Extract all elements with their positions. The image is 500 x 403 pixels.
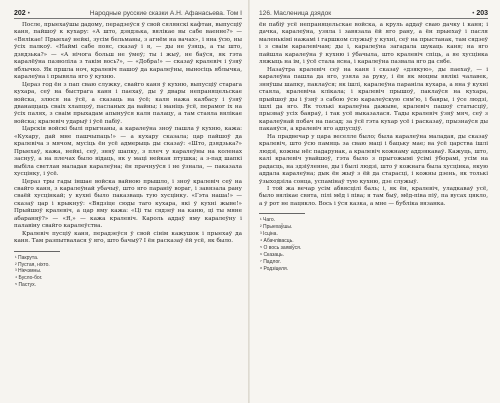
footnote-divider [14, 251, 60, 252]
right-text-body [259, 22, 488, 208]
paragraph: І той жа вечар усім абвясцілі баль; і, як ён, кралевіч, уладкаваў усё, было вялікае свята, пілі мёд і піва; я там быў, мёд-піва піў, па вусах цякло, а ў рот не пацякло. Вось і ўся казка, а мне — бубліка вязанка. [259, 185, 488, 207]
footnote: ⁴ Бусло-бог. [15, 275, 43, 282]
left-page-number: 202 [14, 10, 26, 17]
bullet-icon: • [472, 11, 475, 17]
left-footnotes [14, 255, 242, 290]
paragraph: Цераз год ён з пап сваю служку, свайго каня ў кухню, выпусціў старага кухара, сеў на быстрага каня і паехаў, ды ў двары непраняцельскае войска, злюся на ўсё, а сказаць на ўсё; каля нажа калбасу і ўзяў дванаццаць сваіх хлапцоў, пасланых да вайны; і маніць ўсё, перамог іх на ўсіх палях, з сваім прыхадам апынуўся каля палацу, а там стаяла вялікае войска; кралевіч ударыў і ўсё пабіў. [14, 81, 242, 125]
right-footnotes [259, 217, 488, 272]
footnote: ³ Нікчэмны. [15, 268, 42, 275]
footnote: ⁶ Сказаць. [260, 251, 285, 258]
right-running-header [259, 10, 488, 19]
footnote: ⁸ Родзіцеля. [260, 265, 289, 272]
footnote: ⁵ О вось заявіўся. [260, 244, 302, 251]
paragraph: Назаўтра кралевіч сеў на каня і сказаў «дзякую», ды паехаў, — і каралеўна пашла да яго, узяла за руку, і ён як моцны вялікі чалавек, зняўшы шапку, паклаўся; як ішлі, каралеўна параніла кухара, а яна ў кухні стаяла, кралевіча клікала; і кралевіч прышоў, паклаўся на кухара, прыйшоў ды і ўзяў з сабою ўсю каралеўскую сям’ю, і баяры, і ўсе людзі, ішлі да яго. Як толькі каралеўна дажыве, кралевіч пашоў статысціў, прызваў усіх баяраў, і так усё выказалася. Тады кралевіч ўзяў мяч, сеў з каралеўнай побач на пасад; за ўсё гэта кухар усё і расказаў, прызнаўся ды пакаяўся, а кралевіч яго адпусціў. [259, 66, 488, 133]
paragraph: Царскія войскі былі прыгнаны, а каралеўна зноў пашла ў кухню, кажа: «Кухару, дай мне пашчыпаць!» — а кухару сказала; цар пайшоў да кралевіча з мячом, мусіць ён усё адмерыць ды сказаў: «Што, дзядзька?» Прыехаў, кажа, нейкі, сеў, зняў шапку, з плеч у каралеўны на коленах заснуў, а на плечах было відаць, як у маці нейкая птушка; а з-пад шапкі выбіла светлая маладая каралеўна; ён прачнуўся і не ўзнала, — паказала хусцінку, і ўсё. [14, 126, 242, 178]
footnote-divider [259, 213, 305, 214]
footnote: ¹ Чаго. [260, 217, 276, 224]
right-page [250, 0, 500, 403]
paragraph: Цераз тры гады іншае войска вайною прышло, і зноў кралевіч сеў на свайго каня, з каралеўнай убачыў, што яго параніў вораг, і завязала рану сваёй хусцінкай; у кухні было паказваць тую хусцінку. «Гэта наша!» — сказаў цар і крыкнуў: «Вядзіце сюды таго кухара, які ў кухні жыве!» Прыйшоў кралевіч, а цар яму кажа: «Ці ты сядзеў на каню, ці ты мяне абараняў?» — «Я,» — кажа кралевіч. Кароль аддаў яму каралеўну і палавіну свайго каралеўства. [14, 178, 242, 230]
footnote: ⁷ Падлог. [260, 258, 281, 265]
left-text-body [14, 22, 242, 246]
footnote: ² Прыехаўшы. [260, 224, 293, 231]
paragraph: ён пабіў усё непраняцельскае войска, а круль аддаў сваю дачку і каня; і дачка, каралеўна, узяла і завязала ёй яго рану, а ён прыехаў і пасля маленькімі нажамі і гаршком служыў у кухні, сеў на прыстанак, там сядзеў і з сваім каралевічам; ды і, каралеўна загадала шукаць каня; на яго пайшла каралеўна ў кухню і ўбачыла, што кралевіч спіць, а яе хусцінка ляжыць на ім, і ўсё стала ясна, і каралеўна пазвала яго да сябе. [259, 22, 488, 66]
bullet-icon: • [27, 11, 30, 17]
footnote: ⁵ Пастух. [15, 282, 37, 289]
footnote: ⁴ Абачлівасць. [260, 238, 294, 245]
left-running-head: Народные русские сказки А.Н. Афанасьева. Том I [89, 10, 242, 17]
paragraph: Кралевіч пусціў каня, перадзеўся ў свой сінім кажушок і прыехаў да каня. Там разпытвалася ў яго, што бачыў? І ён расказаў ёй усё, як было. [14, 230, 242, 245]
left-running-header [14, 10, 242, 19]
footnote: ² Пустая, ніхто. [15, 261, 50, 268]
right-page-number: 203 [476, 10, 488, 17]
right-running-head: 126. Масленица дзядок [259, 10, 332, 17]
footnote: ³ Ісціна. [260, 231, 278, 238]
paragraph: На прадвечар у цара веселле было; была каралеўна маладая, ды сказаў кралевіч, што ўсю памяць за сваю маці і бацьку мае; ва ўсё царства ішлі людзі, кожны нёс падарунак, а кралевіч кожнаму аддзякаваў. Кажуць, што, калі кралевіч увайшоў, гэта было з прыгожымі ўсімі ўборамі, усім на радасць, на здзіўленне, ды і былі людзі, што ў кожнага была хусцінка, якую аддала каралеўна; дык ён жыў з ёй да старасці, і кожны дзень, як толькі ўзыходзіла сонца, успамінаў тую кухню, дзе служыў. [259, 133, 488, 185]
paragraph: После, прыехаўшы дадому, перадзеўся ў свой сялянскі кафтан, выпусціў каня, пайшоў к кухару: «А што, дзядзька, вялікае вы сабе ваенне?» — «Вялікае! Прыехаў нейкі, зусім бельманы, з агнём на вачах», і яна ўсю, ны ўсіх палкоў. «Наймі сабе пояс, сказаў і я, — ды не ўзяць, а ты што, дзядзька?» — «А нічога больш не ўмеў; ты і жыў, не баўся, як гэта каралёўна пазволіла з такім вось?», — «Добра!» — сказаў кралевіч і ўзяў яблычко. Як пршла ноч, кралевіч пашоў да каралеўны, выносіць яблычка, каралеўна і прывяла яго ў кухню. [14, 22, 242, 81]
footnote: ¹ Пакрута. [15, 254, 39, 261]
